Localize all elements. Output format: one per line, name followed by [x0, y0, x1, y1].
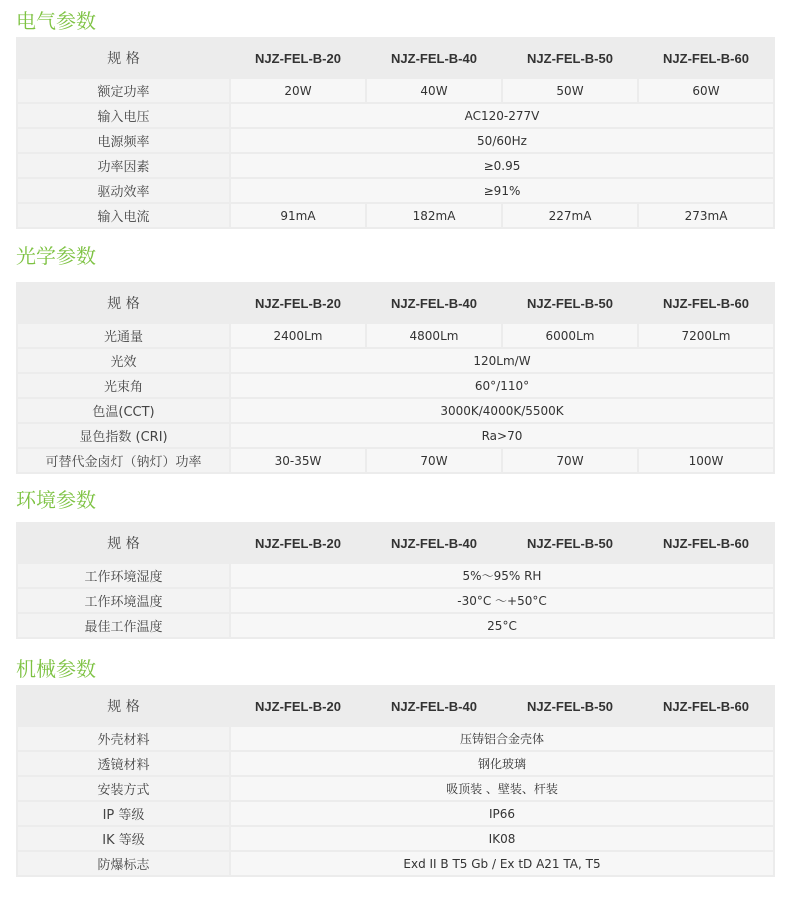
row-label: 显色指数 (CRI) [18, 424, 229, 447]
row-label: 外壳材料 [18, 727, 229, 750]
table-header-row [18, 524, 773, 562]
table-cell: 20W [231, 79, 365, 102]
row-label: 输入电压 [18, 104, 229, 127]
row-label: 工作环境温度 [18, 589, 229, 612]
table-cell: 50W [503, 79, 637, 102]
table-cell-span: 钢化玻璃 [231, 752, 773, 775]
table-row [18, 204, 773, 227]
model-header: NJZ-FEL-B-20 [231, 39, 365, 77]
table-row [18, 399, 773, 422]
table-row [18, 614, 773, 637]
table-cell: 60W [639, 79, 773, 102]
table-header-row [18, 284, 773, 322]
model-header: NJZ-FEL-B-40 [367, 39, 501, 77]
row-label: 透镜材料 [18, 752, 229, 775]
model-header: NJZ-FEL-B-50 [503, 284, 637, 322]
section-title-environment: 环境参数 [16, 488, 96, 512]
table-cell-span: AC120-277V [231, 104, 773, 127]
section-title-mechanical: 机械参数 [16, 657, 96, 681]
model-header: NJZ-FEL-B-20 [231, 284, 365, 322]
table-row [18, 179, 773, 202]
table-cell: 40W [367, 79, 501, 102]
model-header: NJZ-FEL-B-20 [231, 687, 365, 725]
model-header: NJZ-FEL-B-50 [503, 39, 637, 77]
table-cell-span: 50/60Hz [231, 129, 773, 152]
table-row [18, 589, 773, 612]
row-label: 输入电流 [18, 204, 229, 227]
model-header: NJZ-FEL-B-40 [367, 284, 501, 322]
table-row [18, 374, 773, 397]
optical-spec-table [16, 282, 775, 474]
table-cell-span: Exd II B T5 Gb / Ex tD A21 TA, T5 [231, 852, 773, 875]
table-row [18, 104, 773, 127]
spec-header-label: 规 格 [18, 524, 229, 562]
row-label: 驱动效率 [18, 179, 229, 202]
row-label: 可替代金卤灯（钠灯）功率 [18, 449, 229, 472]
spec-header-label: 规 格 [18, 39, 229, 77]
table-cell-span: 60°/110° [231, 374, 773, 397]
table-row [18, 349, 773, 372]
row-label: 色温(CCT) [18, 399, 229, 422]
table-cell-span: 120Lm/W [231, 349, 773, 372]
table-cell: 100W [639, 449, 773, 472]
row-label: 最佳工作温度 [18, 614, 229, 637]
table-cell: 70W [503, 449, 637, 472]
row-label: 光通量 [18, 324, 229, 347]
row-label: 安装方式 [18, 777, 229, 800]
table-cell-span: Ra>70 [231, 424, 773, 447]
table-cell-span: -30°C ～+50°C [231, 589, 773, 612]
model-header: NJZ-FEL-B-20 [231, 524, 365, 562]
section-title-electrical: 电气参数 [16, 9, 96, 33]
table-cell-span: 吸顶装 、壁装、杆装 [231, 777, 773, 800]
table-cell: 7200Lm [639, 324, 773, 347]
table-row [18, 564, 773, 587]
section-title-optical: 光学参数 [16, 244, 96, 268]
mechanical-spec-table [16, 685, 775, 877]
model-header: NJZ-FEL-B-50 [503, 524, 637, 562]
table-row [18, 154, 773, 177]
table-cell-span: IP66 [231, 802, 773, 825]
table-cell-span: IK08 [231, 827, 773, 850]
table-row [18, 852, 773, 875]
table-row [18, 752, 773, 775]
table-cell: 70W [367, 449, 501, 472]
row-label: 额定功率 [18, 79, 229, 102]
table-cell: 30-35W [231, 449, 365, 472]
environment-spec-table [16, 522, 775, 639]
table-row [18, 802, 773, 825]
row-label: 光束角 [18, 374, 229, 397]
table-row [18, 827, 773, 850]
table-row [18, 449, 773, 472]
spec-header-label: 规 格 [18, 284, 229, 322]
row-label: 电源频率 [18, 129, 229, 152]
table-header-row [18, 39, 773, 77]
table-cell: 182mA [367, 204, 501, 227]
model-header: NJZ-FEL-B-60 [639, 284, 773, 322]
row-label: 工作环境湿度 [18, 564, 229, 587]
table-row [18, 727, 773, 750]
table-cell-span: 3000K/4000K/5500K [231, 399, 773, 422]
table-cell-span: 25°C [231, 614, 773, 637]
table-cell-span: ≥91% [231, 179, 773, 202]
row-label: IK 等级 [18, 827, 229, 850]
table-cell: 2400Lm [231, 324, 365, 347]
table-cell: 273mA [639, 204, 773, 227]
table-row [18, 324, 773, 347]
model-header: NJZ-FEL-B-50 [503, 687, 637, 725]
table-cell: 91mA [231, 204, 365, 227]
table-cell-span: 5%～95% RH [231, 564, 773, 587]
table-cell-span: 压铸铝合金壳体 [231, 727, 773, 750]
row-label: 功率因素 [18, 154, 229, 177]
model-header: NJZ-FEL-B-60 [639, 39, 773, 77]
table-cell: 227mA [503, 204, 637, 227]
model-header: NJZ-FEL-B-40 [367, 524, 501, 562]
table-row [18, 777, 773, 800]
table-row [18, 129, 773, 152]
table-cell-span: ≥0.95 [231, 154, 773, 177]
table-row [18, 79, 773, 102]
table-cell: 4800Lm [367, 324, 501, 347]
table-header-row [18, 687, 773, 725]
model-header: NJZ-FEL-B-60 [639, 687, 773, 725]
model-header: NJZ-FEL-B-40 [367, 687, 501, 725]
row-label: 光效 [18, 349, 229, 372]
row-label: 防爆标志 [18, 852, 229, 875]
spec-header-label: 规 格 [18, 687, 229, 725]
model-header: NJZ-FEL-B-60 [639, 524, 773, 562]
table-cell: 6000Lm [503, 324, 637, 347]
row-label: IP 等级 [18, 802, 229, 825]
electrical-spec-table [16, 37, 775, 229]
table-row [18, 424, 773, 447]
